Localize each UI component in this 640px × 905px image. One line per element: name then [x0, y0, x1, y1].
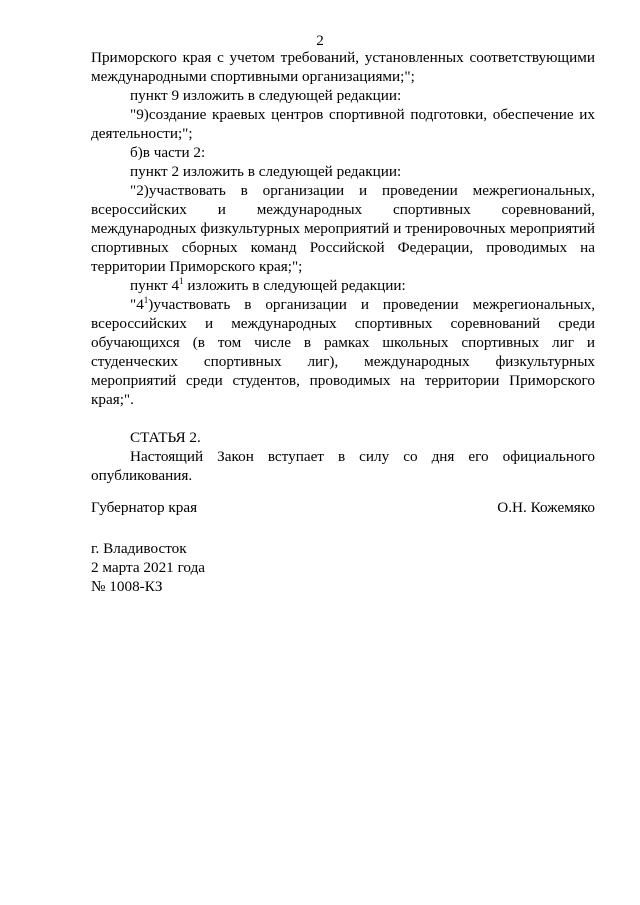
paragraph-3: "9)создание краевых центров спортивной подготовки, обеспечение их деятельности;";	[91, 106, 595, 142]
signature-name: О.Н. Кожемяко	[497, 499, 595, 516]
paragraph-1: Приморского края с учетом требований, установленных соответствующими международными спортивными организациями;";	[91, 49, 595, 85]
paragraph-7-after: изложить в следующей редакции:	[183, 277, 406, 294]
paragraph-5: пункт 2 изложить в следующей редакции:	[130, 163, 402, 180]
paragraph-4: б)в части 2:	[130, 144, 206, 161]
signature-title: Губернатор края	[91, 499, 198, 516]
paragraph-8-superscript: 1	[143, 295, 149, 305]
paragraph-8	[91, 295, 595, 409]
paragraph-7-superscript: 1	[179, 276, 184, 286]
article-heading: СТАТЬЯ 2.	[130, 429, 201, 446]
article-text: Настоящий Закон вступает в силу со дня его официального опубликования.	[91, 448, 595, 484]
place-city: г. Владивосток	[91, 540, 187, 557]
law-number: № 1008-КЗ	[91, 578, 163, 595]
paragraph-6: "2)участвовать в организации и проведении межрегиональных, всероссийских и международных спортивных соревнований, международных физкультурных мероприятий и тренировочных мероприятий спортивных сборных команд Российской Федерации, проводимых на территории Приморского края;";	[91, 182, 595, 275]
signature-block	[91, 498, 595, 517]
paragraph-2: пункт 9 изложить в следующей редакции:	[130, 87, 402, 104]
place-date: 2 марта 2021 года	[91, 559, 206, 576]
place-block	[91, 539, 205, 596]
paragraph-8-before: "4	[130, 296, 144, 313]
paragraph-7	[91, 276, 595, 295]
paragraph-8-after: )участвовать в организации и проведении межрегиональных, всероссийских и международных спортивных соревнований среди обучающихся (в том числе в рамках школьных спортивных лиг и студенческих спортивных лиг), международных физкультурных мероприятий среди студентов, проводимых на территории Приморского края;".	[91, 296, 595, 408]
page-number: 2	[316, 32, 324, 49]
paragraph-7-before: пункт 4	[130, 277, 180, 294]
document-body	[91, 48, 595, 485]
